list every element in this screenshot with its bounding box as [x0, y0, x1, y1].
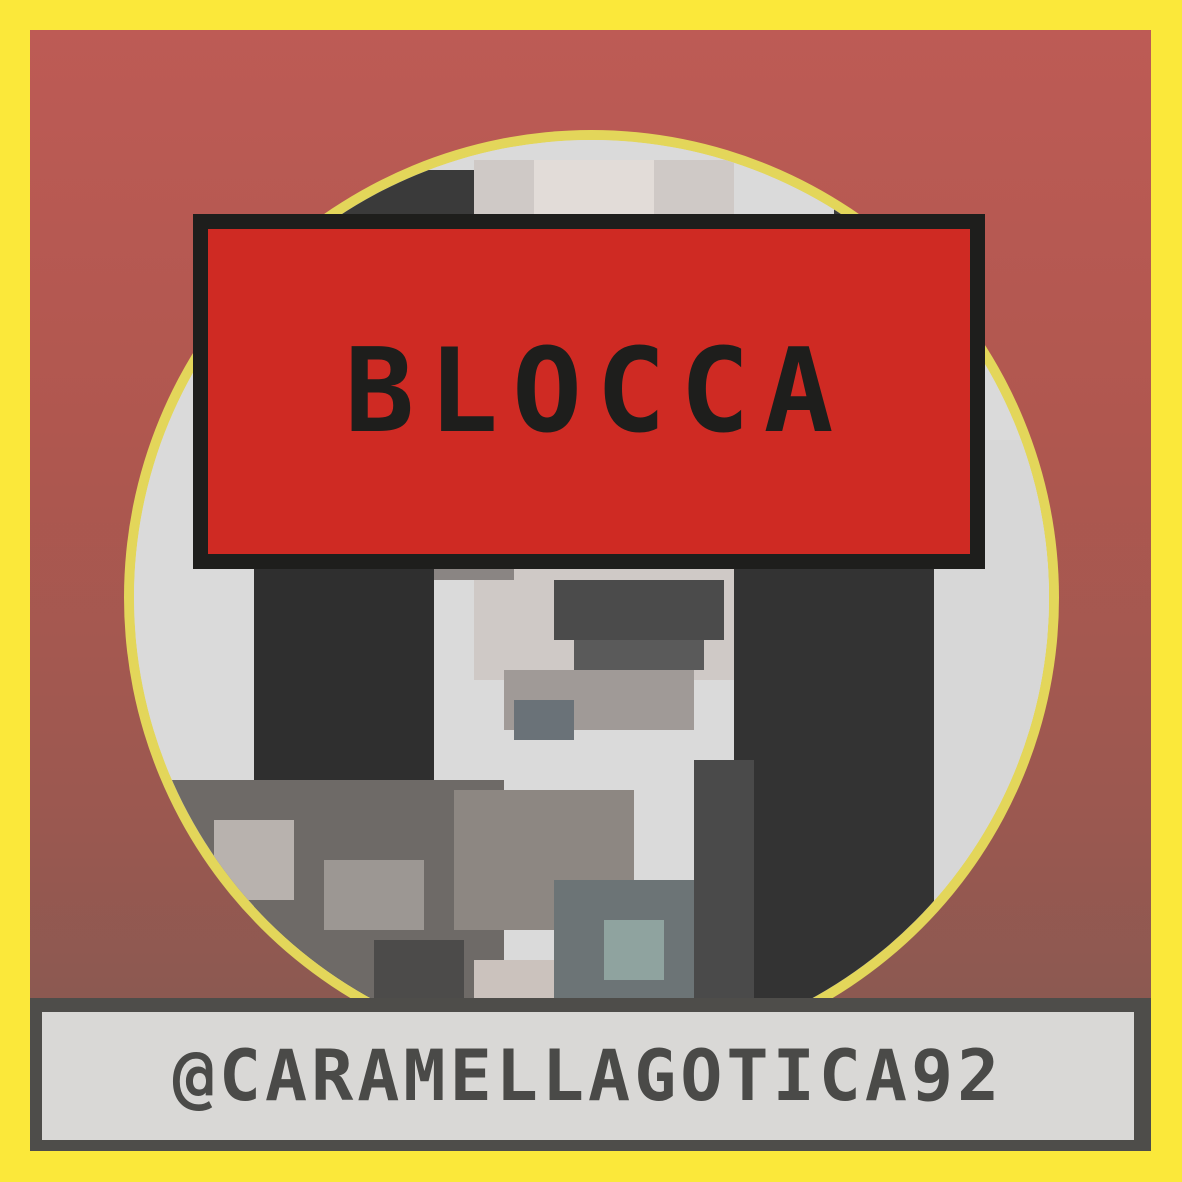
- handle-bar: [30, 998, 1151, 1151]
- card-panel: [30, 30, 1151, 1151]
- handle-box: [42, 1012, 1134, 1140]
- profile-handle: @CARAMELLAGOTICA92: [172, 1035, 1004, 1117]
- block-label-text: BLOCCA: [344, 324, 848, 459]
- block-overlay-label[interactable]: [193, 214, 985, 569]
